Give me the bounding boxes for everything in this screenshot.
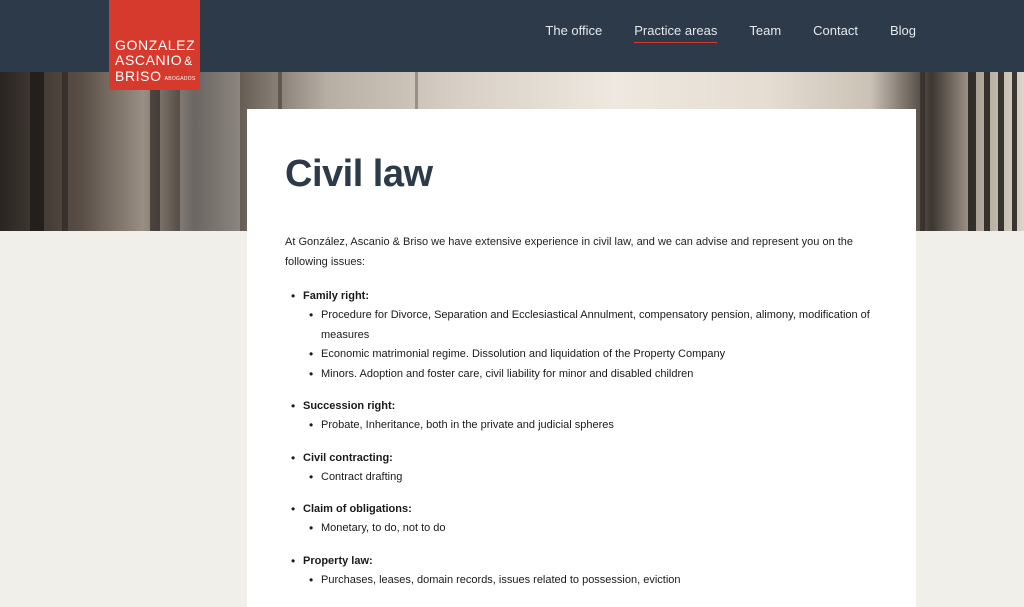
section-title: • Succession right: [303, 400, 396, 412]
list-item: • Contract drafting [303, 468, 873, 488]
page-title: Civil law [285, 153, 433, 195]
logo-subtitle: ABOGADOS [164, 76, 196, 82]
logo-word-ascanio: ASCANIO [115, 52, 183, 68]
logo-ampersand: & [184, 54, 193, 68]
intro-text: At González, Ascanio & Briso we have extensive experience in civil law, and we can advise and represent you on the following issues: [285, 236, 854, 268]
section-title: • Property law: [303, 554, 373, 567]
section-title: • Claim of obligations: [303, 503, 412, 515]
content-card [247, 109, 916, 607]
main-nav [545, 23, 916, 43]
nav-practice-areas[interactable]: Practice areas [634, 23, 717, 43]
list-item: • Probate, Inheritance, both in the private and judicial spheres [303, 416, 873, 436]
section-items [303, 306, 878, 384]
list-item: • Economic matrimonial regime. Dissolution and liquidation of the Property Company [303, 345, 873, 365]
site-header [0, 0, 1024, 84]
logo-line-3 [115, 69, 200, 87]
nav-team[interactable]: Team [749, 23, 782, 38]
section-claim-of-obligations [285, 499, 878, 539]
section-items [303, 416, 878, 436]
logo[interactable] [109, 0, 200, 90]
section-title: • Family right: [303, 290, 370, 302]
section-items [303, 571, 878, 591]
section-family-right [285, 286, 878, 384]
list-item: • Procedure for Divorce, Separation and Ecclesiastical Annulment, compensatory pension, alimony, modification of measures [303, 306, 873, 345]
logo-line-2 [115, 53, 200, 69]
practice-list [285, 286, 878, 590]
nav-the-office[interactable]: The office [545, 23, 603, 38]
list-item: • Monetary, to do, not to do [303, 519, 873, 539]
nav-blog[interactable]: Blog [889, 23, 916, 38]
section-succession-right [285, 396, 878, 436]
list-item: • Minors. Adoption and foster care, civil liability for minor and disabled children [303, 365, 873, 385]
section-items [303, 468, 878, 488]
section-civil-contracting [285, 448, 878, 488]
nav-contact[interactable]: Contact [813, 23, 858, 38]
list-item: • Purchases, leases, domain records, issues related to possession, eviction [303, 571, 873, 591]
section-title: • Civil contracting: [303, 451, 393, 464]
section-property-law [285, 551, 878, 591]
logo-line-1: GONZALEZ [115, 37, 196, 53]
section-items [303, 519, 878, 539]
logo-word-briso: BRISO [115, 68, 162, 84]
